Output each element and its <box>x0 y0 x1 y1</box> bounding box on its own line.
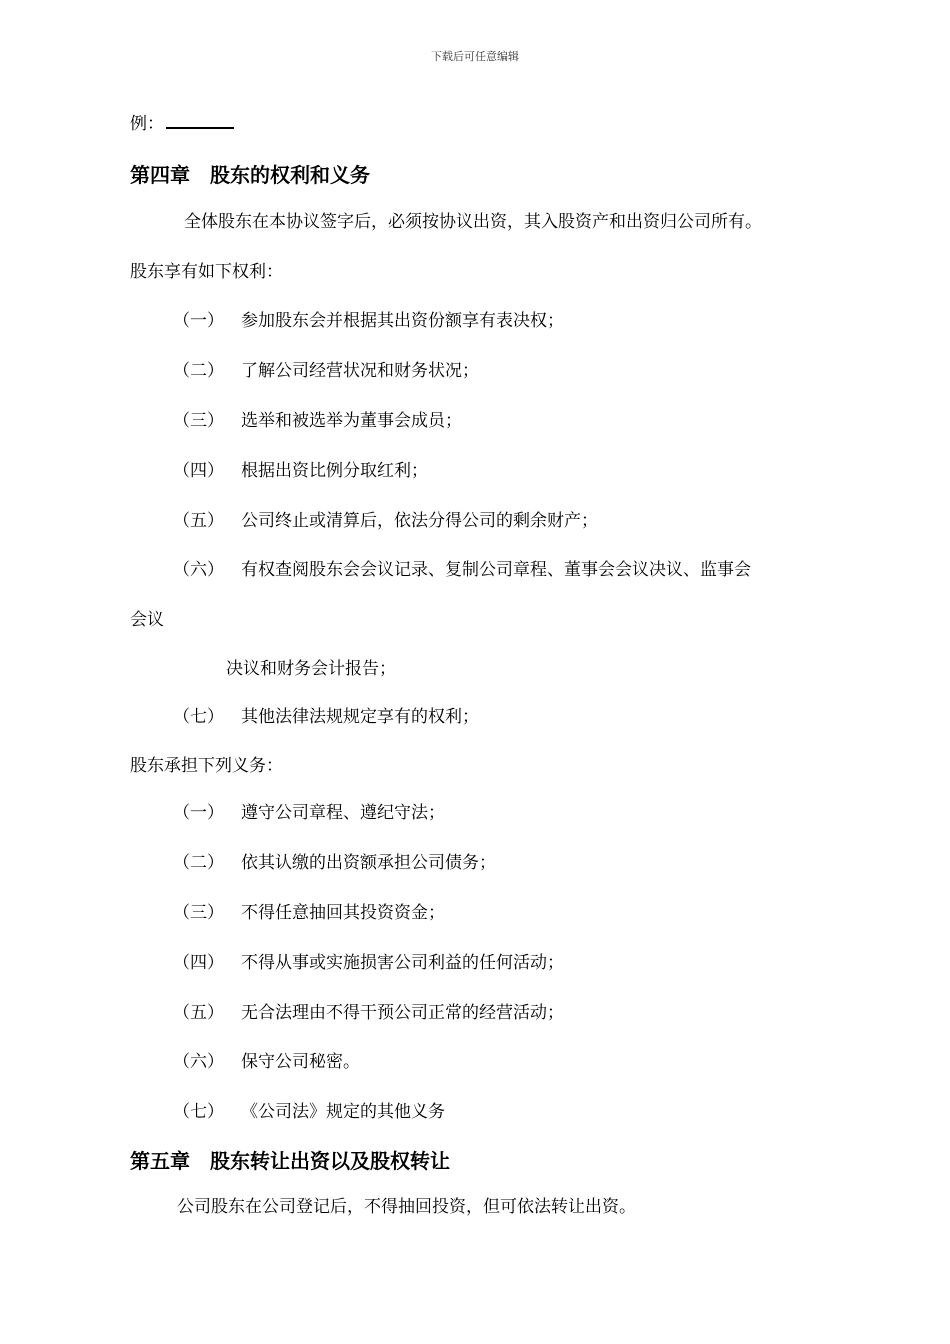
item-text: 了解公司经营状况和财务状况； <box>241 361 479 381</box>
chapter5-intro: 公司股东在公司登记后，不得抽回投资，但可依法转让出资。 <box>177 1197 636 1217</box>
rights-item-7 <box>173 706 479 728</box>
item-text: 根据出资比例分取红利； <box>241 461 428 481</box>
duties-item-7 <box>173 1101 445 1123</box>
duties-item-3 <box>173 902 445 924</box>
example-label: 例： <box>130 114 164 134</box>
item-number: （七） <box>173 1102 224 1122</box>
item-text: 其他法律法规规定享有的权利； <box>241 707 479 727</box>
duties-item-2 <box>173 852 496 874</box>
item-number: （一） <box>173 311 224 331</box>
item-number: （一） <box>173 803 224 823</box>
item-number: （二） <box>173 853 224 873</box>
item-text: 《公司法》规定的其他义务 <box>241 1102 445 1122</box>
rights-item-5 <box>173 510 598 532</box>
item-number: （二） <box>173 361 224 381</box>
rights-lead: 股东享有如下权利： <box>130 262 283 282</box>
item-number: （五） <box>173 511 224 531</box>
rights-item-2 <box>173 360 479 382</box>
page-header: 下载后可任意编辑 <box>431 50 519 63</box>
item-text: 无合法理由不得干预公司正常的经营活动； <box>241 1003 564 1023</box>
rights-item-6 <box>173 559 751 581</box>
rights-item-6-continuation-2: 决议和财务会计报告； <box>226 659 396 679</box>
chapter4-title: 第四章 股东的权利和义务 <box>130 163 370 187</box>
duties-item-5 <box>173 1002 564 1024</box>
duties-item-1 <box>173 802 445 824</box>
item-text: 不得任意抽回其投资资金； <box>241 903 445 923</box>
rights-item-6-continuation: 会议 <box>130 610 164 630</box>
item-number: （五） <box>173 1003 224 1023</box>
rights-item-1 <box>173 310 564 332</box>
duties-item-6 <box>173 1051 360 1073</box>
duties-lead: 股东承担下列义务： <box>130 756 283 776</box>
item-text: 参加股东会并根据其出资份额享有表决权； <box>241 311 564 331</box>
item-number: （七） <box>173 707 224 727</box>
item-text: 公司终止或清算后，依法分得公司的剩余财产； <box>241 511 598 531</box>
item-number: （四） <box>173 953 224 973</box>
item-number: （四） <box>173 461 224 481</box>
item-number: （三） <box>173 903 224 923</box>
item-text: 遵守公司章程、遵纪守法； <box>241 803 445 823</box>
item-text: 有权查阅股东会会议记录、复制公司章程、董事会会议决议、监事会 <box>241 560 751 580</box>
item-text: 依其认缴的出资额承担公司债务； <box>241 853 496 873</box>
chapter4-intro: 全体股东在本协议签字后，必须按协议出资，其入股资产和出资归公司所有。 <box>184 212 762 232</box>
item-text: 选举和被选举为董事会成员； <box>241 411 462 431</box>
item-number: （六） <box>173 1052 224 1072</box>
item-number: （三） <box>173 411 224 431</box>
item-number: （六） <box>173 560 224 580</box>
chapter5-title: 第五章 股东转让出资以及股权转让 <box>130 1149 450 1173</box>
item-text: 保守公司秘密。 <box>241 1052 360 1072</box>
item-text: 不得从事或实施损害公司利益的任何活动； <box>241 953 564 973</box>
rights-item-4 <box>173 460 428 482</box>
example-blank <box>166 113 234 129</box>
duties-item-4 <box>173 952 564 974</box>
example-line <box>130 113 234 135</box>
rights-item-3 <box>173 410 462 432</box>
